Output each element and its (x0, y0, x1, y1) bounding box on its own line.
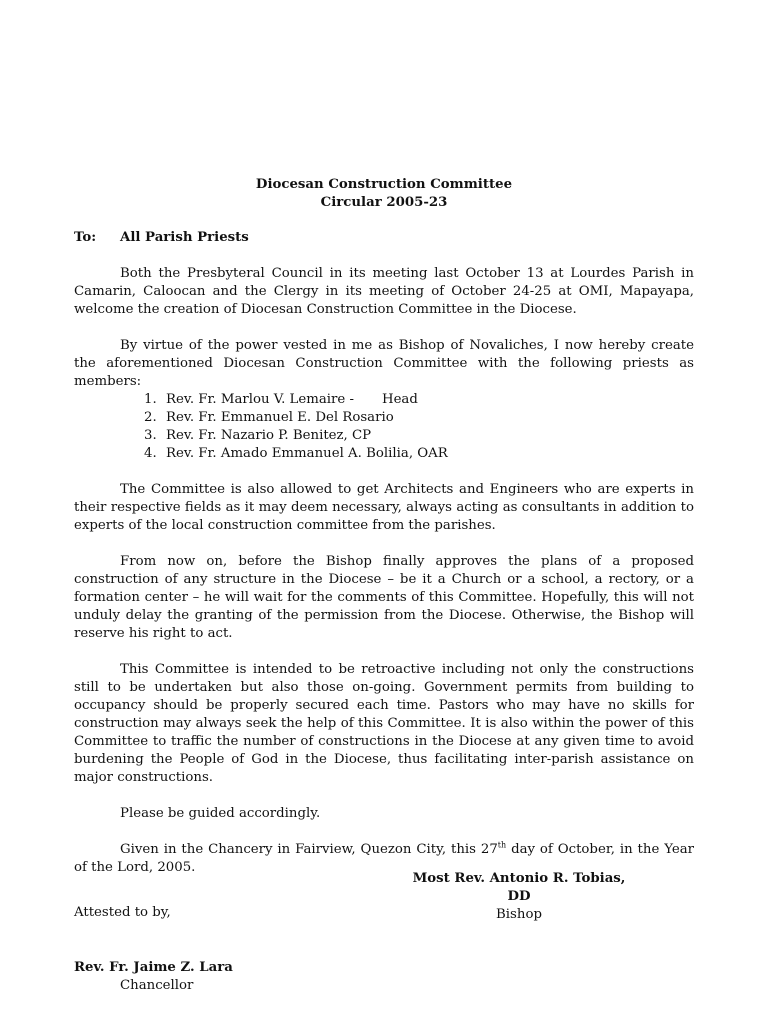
member-number: 3. (144, 428, 157, 443)
member-name: Rev. Fr. Amado Emmanuel A. Bolilia, OAR (166, 446, 448, 461)
addressee-line (74, 229, 694, 247)
member-name: Rev. Fr. Nazario P. Benitez, CP (166, 428, 372, 443)
chancellor-signature-block (74, 959, 233, 995)
given-text-end: day of October, in the Year of the Lord, 2005. (74, 842, 694, 875)
member-item (144, 427, 694, 445)
chancellor-title: Chancellor (120, 978, 194, 993)
member-item (144, 409, 694, 427)
member-item (144, 391, 694, 409)
document-title (74, 176, 694, 212)
member-role: Head (381, 392, 418, 407)
bishop-name: Most Rev. Antonio R. Tobias, DD (412, 871, 626, 904)
member-number: 2. (144, 410, 157, 425)
paragraph-guidance: Please be guided accordingly. (120, 806, 321, 821)
bishop-signature-block (399, 870, 639, 924)
addressee: All Parish Priests (120, 230, 249, 245)
member-item (144, 445, 694, 463)
paragraph-approval: From now on, before the Bishop finally approves the plans of a proposed construction of any structure in the Diocese – be it a Church or a school, a rectory, or a formation center – he will wait for the comments of this Committee. Hopefully, this will not unduly delay the granting of the permission from the Diocese. Otherwise, the Bishop will reserve his right to act. (74, 554, 694, 641)
to-label: To: (74, 230, 97, 245)
chancellor-name: Rev. Fr. Jaime Z. Lara (74, 960, 233, 975)
attestation-label: Attested to by, (74, 905, 171, 920)
committee-heading: Diocesan Construction Committee (255, 177, 513, 192)
paragraph-consultants: The Committee is also allowed to get Architects and Engineers who are experts in their respective fields as it may deem necessary, always acting as consultants in addition to experts of the local construction committee from the parishes. (74, 482, 694, 533)
member-name: Rev. Fr. Marlou V. Lemaire - (166, 392, 354, 407)
paragraph-retroactive: This Committee is intended to be retroactive including not only the constructions still to be undertaken but also those on-going. Government permits from building to occupancy should be properly secured each time. Pastors who may have no skills for construction may always seek the help of this Committee. It is also within the power of this Committee to traffic the number of constructions in the Diocese at any given time to avoid burdening the People of God in the Diocese, thus facilitating inter-parish assistance on major constructions. (74, 662, 694, 785)
circular-document (74, 176, 694, 877)
bishop-title: Bishop (496, 907, 542, 922)
paragraph-council: Both the Presbyteral Council in its meeting last October 13 at Lourdes Parish in Camarin, Caloocan and the Clergy in its meeting of October 24-25 at OMI, Mapayapa, welcome the creation of Diocesan Construction Committee in the Diocese. (74, 266, 694, 317)
day-suffix: th (497, 840, 507, 850)
member-number: 4. (144, 446, 157, 461)
members-list (74, 391, 694, 463)
member-name: Rev. Fr. Emmanuel E. Del Rosario (166, 410, 394, 425)
member-number: 1. (144, 392, 157, 407)
circular-number: Circular 2005-23 (320, 195, 448, 210)
given-text-start: Given in the Chancery in Fairview, Quezon City, this 27 (120, 842, 498, 857)
paragraph-creation: By virtue of the power vested in me as Bishop of Novaliches, I now hereby create the aforementioned Diocesan Construction Committee with the following priests as members: (74, 338, 694, 389)
